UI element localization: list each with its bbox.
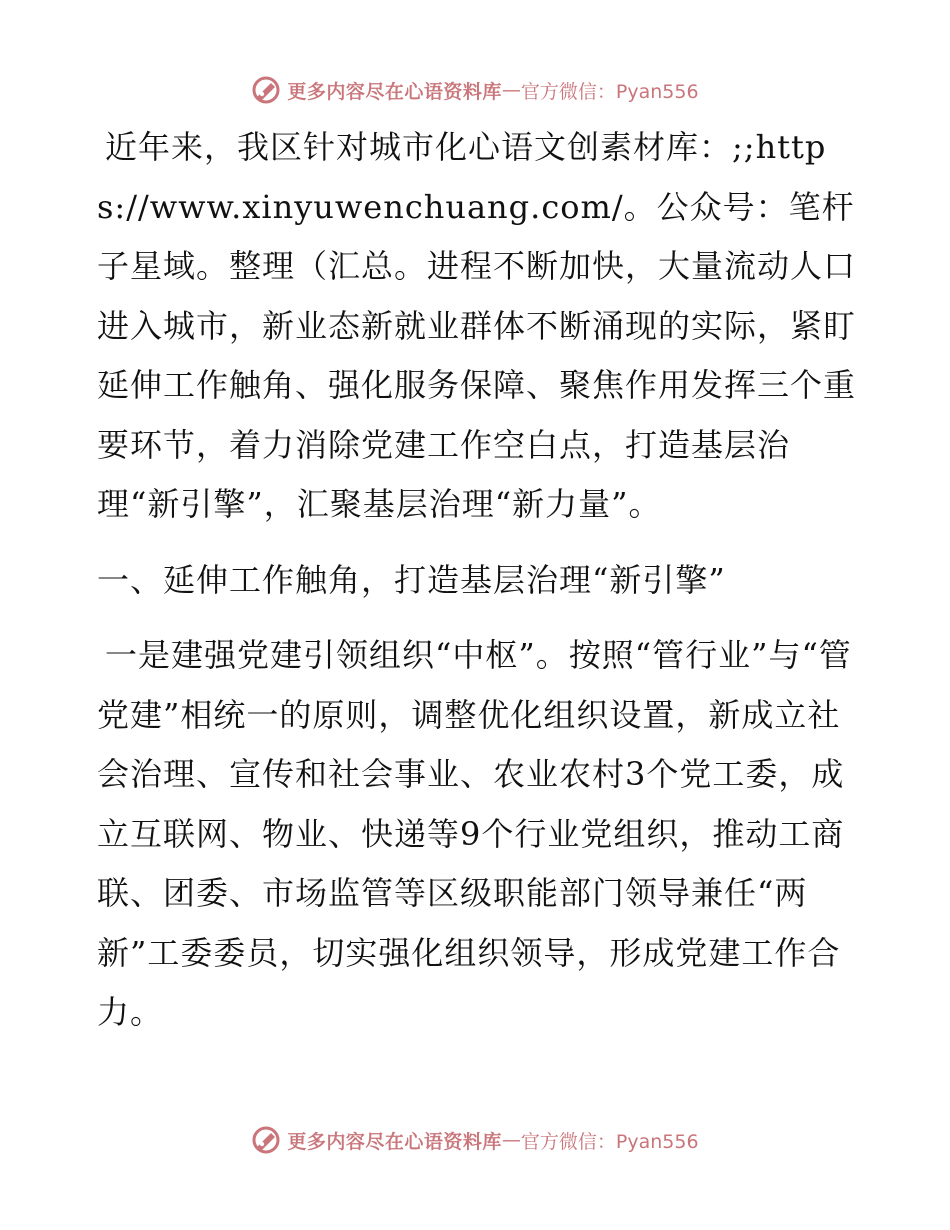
pen-logo-icon xyxy=(251,1125,281,1155)
banner-main-text: 更多内容尽在心语资料库 xyxy=(287,80,502,103)
header-banner xyxy=(0,70,950,110)
banner-sub-text: 官方微信：Pyan556 xyxy=(520,1130,699,1153)
footer-banner xyxy=(0,1120,950,1160)
document-body xyxy=(97,118,857,1043)
banner-separator: — xyxy=(501,1129,521,1151)
section-heading: 一、延伸工作触角，打造基层治理“新引擎” xyxy=(97,560,726,599)
pen-logo-icon xyxy=(251,75,281,105)
section-paragraph: 一是建强党建引领组织“中枢”。按照“管行业”与“管党建”相统一的原则，调整优化组织设置，新成立社会治理、宣传和社会事业、农业农村3个党工委，成立互联网、物业、快递等9个行业党组织，推动工商联、团委、市场监管等区级职能部门领导兼任“两新”工委委员，切实强化组织领导，形成党建工作合力。 xyxy=(97,636,852,1031)
banner-main-text: 更多内容尽在心语资料库 xyxy=(287,1130,502,1153)
banner-separator: — xyxy=(501,79,521,101)
intro-paragraph: 近年来，我区针对城市化心语文创素材库：;;https://www.xinyuwenchuang.com/。公众号：笔杆子星域。整理（汇总。进程不断加快，大量流动人口进入城市，新业态新就业群体不断涌现的实际，紧盯延伸工作触角、强化服务保障、聚焦作用发挥三个重要环节，着力消除党建工作空白点，打造基层治理“新引擎”，汇聚基层治理“新力量”。 xyxy=(97,128,857,523)
banner-sub-text: 官方微信：Pyan556 xyxy=(520,80,699,103)
